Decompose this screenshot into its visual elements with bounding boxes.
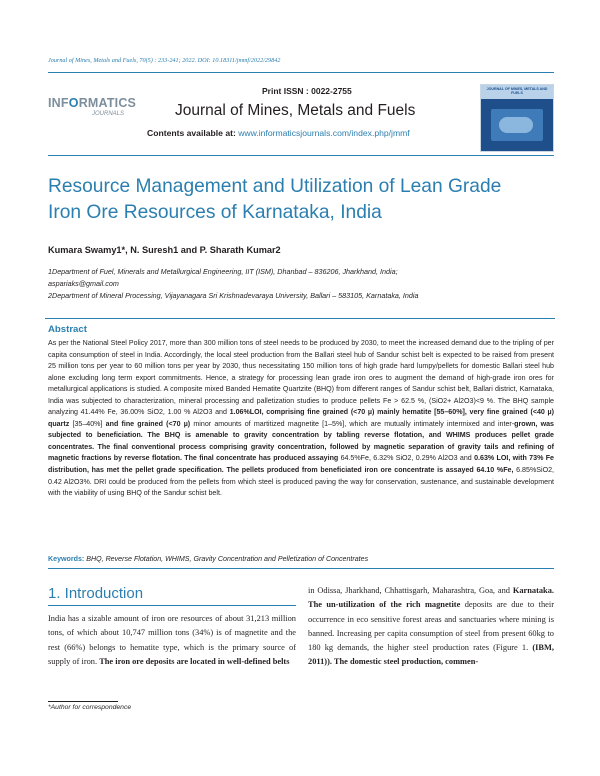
abstract-text-a: As per the National Steel Policy 2017, more than 300 million tons of steel needs to be produced by 2030, to meet the increased demand due to the tripling of per capita consumption of steel in India. Accordingly, the local steel production from the Ballari steel hub of Sandur schist belt is expected to be raised from present 25 million tons per year to 60 million tons per year by 2030, thus necessitating 150 million tons of high grade hard lumpy/pellets for domestic Ballari steel hub alone excluding long term export commitments. Hence, a strategy for processing lean grade iron ores to augment the demand of high-grade iron ores for metallurgical applications is studied. A composite mixed Banded Hematite Quartzite (BHQ) from different ranges of Sandur schist belt, Ballari district, Karnataka, India was subjected to characterization, mineral processing and palletization studies to produce pellets Fe > 62.5 %, (SiO2+ Al2O3)<9 %. The BHQ sample analyzing 41.44% Fe, 36.00% SiO2, 1.00 % Al2O3 and xyxy=(48,339,554,417)
cover-title: JOURNAL OF MINES, METALS AND FUELS xyxy=(486,87,548,96)
keywords-value: BHQ, Reverse Flotation, WHIMS, Gravity Concentration and Pelletization of Concentrates xyxy=(86,555,369,563)
journal-url-link[interactable]: www.informaticsjournals.com/index.php/jmmf xyxy=(238,128,410,138)
running-head: Journal of Mines, Metals and Fuels, 70(5) : 233-241; 2022. DOI: 10.18311/jmmf/2022/29842 xyxy=(48,57,281,64)
abstract-text-e: 6.85%SiO2, 0.42 Al2O3%. DRI could be produced from the pellets from which steel is produced paving the way for conservation, sustenance, and sustainable development with the viability of using BHQ of the Sandur schist belt. xyxy=(48,466,554,498)
author-email-link[interactable]: aspariaks@gmail.com xyxy=(48,279,119,288)
footnote-rule xyxy=(48,701,118,702)
abstract-text-b: [35–40%] xyxy=(69,419,106,428)
logo-subtext: JOURNALS xyxy=(91,111,124,117)
abstract-bold-d: 0.63% LOI, with 73% Fe distribution, has met the pellet grade specification. The pellets produced from beneficiated iron ore concentrate is assayed 64.10 %Fe, xyxy=(48,454,554,475)
abstract-bold-a: 1.06%LOI, comprising fine grained (<70 µ) mainly hematite [55–60%], very fine grained (<40 µ) quartz xyxy=(48,408,555,428)
abstract-bold-c: grown, was subjected to beneficiation. The BHQ is amenable to gravity concentration by tabling reverse flotation, and WHIMS produces pellet grade concentrates. The final conventional process comprising gravity concentration, followed by magnetic separation of gravity tails and refining of magnetic fractions by reverse flotation. The final concentrate has produced assaying xyxy=(48,419,555,463)
contents-label: Contents available at: xyxy=(147,128,236,138)
author-list: Kumara Swamy1*, N. Suresh1 and P. Sharath Kumar2 xyxy=(48,245,281,255)
affiliation-2: 2Department of Mineral Processing, Vijayanagara Sri Krishnadevaraya University, Ballari – 583105, Karnataka, India xyxy=(48,291,419,300)
journal-title: Journal of Mines, Metals and Fuels xyxy=(175,102,416,119)
intro-right-text-b: deposits are due to their occurrence in eco sensitive forest areas and sanctuaries where mining is banned. Increasing per capita consumption of steel from present 60kg to 180 kg demands, the higher steel production rates (Figure 1. xyxy=(308,600,554,653)
abstract-body xyxy=(48,338,554,500)
keywords-rule xyxy=(48,568,554,569)
logo-text-o: O xyxy=(68,96,79,110)
footnote: *Author for correspondence xyxy=(48,704,132,711)
logo-text-post: RMATICS xyxy=(78,96,137,110)
intro-right-text-a: in Odissa, Jharkhand, Chhattisgarh, Maharashtra, Goa, and xyxy=(308,586,513,595)
print-issn: Print ISSN : 0022-2755 xyxy=(262,86,352,96)
keywords xyxy=(48,555,554,563)
abstract-text-d: 64.5%Fe, 6.32% SiO2, 0.29% Al2O3 and xyxy=(338,454,475,463)
logo-text-pre: INF xyxy=(48,96,69,110)
informatics-logo xyxy=(48,96,137,131)
header-rule xyxy=(48,72,554,73)
masthead-rule xyxy=(48,155,554,156)
keywords-label: Keywords: xyxy=(48,555,85,563)
intro-right-bold-a: Karnataka. The un-utilization of the rich magnetite xyxy=(308,586,554,610)
abstract-bold-b: and fine grained (<70 µ) xyxy=(105,419,191,428)
introduction-heading: 1. Introduction xyxy=(48,585,144,602)
article-title-line1: Resource Management and Utilization of Lean Grade xyxy=(48,176,502,197)
article-title-line2: Iron Ore Resources of Karnataka, India xyxy=(48,202,382,223)
contents-available xyxy=(147,128,410,138)
journal-cover-thumbnail xyxy=(480,84,554,152)
abstract-heading: Abstract xyxy=(48,324,87,335)
intro-right-bold-b: (IBM, 2011)). The domestic steel production, commen- xyxy=(308,643,554,667)
abstract-text-c: minor amounts of martitized magnetite [1–5%], which are mutually intimately intermixed and inter- xyxy=(190,419,515,428)
intro-column-left xyxy=(48,612,296,669)
intro-column-right xyxy=(308,584,554,670)
affiliation-1: 1Department of Fuel, Minerals and Metallurgical Engineering, IIT (ISM), Dhanbad – 836206, Jharkhand, India; xyxy=(48,267,398,276)
article-title xyxy=(48,174,558,226)
intro-left-text: India has a sizable amount of iron ore resources of about 31,213 million tons, of which about 10,747 million tons (34%) is of magnetite and the rest (66%) belongs to hematite type, which is the primary source of supply of iron. xyxy=(48,614,296,666)
introduction-rule xyxy=(48,605,296,606)
intro-left-bold: The iron ore deposits are located in well-defined belts xyxy=(99,656,290,666)
